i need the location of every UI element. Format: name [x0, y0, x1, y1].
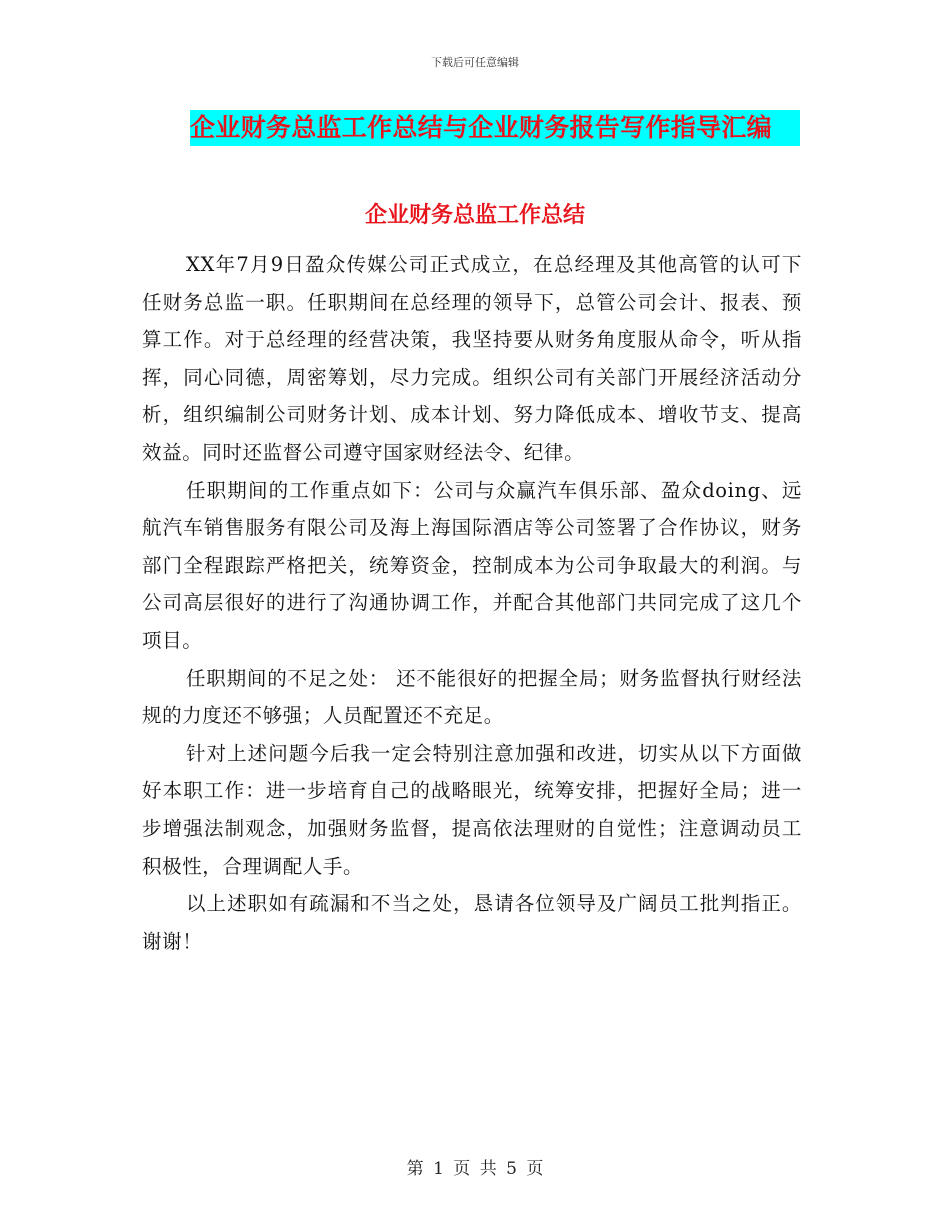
paragraph-key-work: 任职期间的工作重点如下：公司与众赢汽车俱乐部、盈众doing、远航汽车销售服务有限公司及海上海国际酒店等公司签署了合作协议，财务部门全程跟踪严格把关，统筹资金，控制成本为公司争取最大的利润。与公司高层很好的进行了沟通协调工作，并配合其他部门共同完成了这几个项目。 — [142, 478, 802, 652]
section-title: 企业财务总监工作总结 — [364, 202, 585, 228]
page-header-note: 下载后可任意编辑 — [431, 56, 519, 69]
document-body — [142, 246, 802, 960]
paragraph-closing: 以上述职如有疏漏和不当之处，恳请各位领导及广阔员工批判指正。谢谢！ — [142, 892, 802, 953]
document-title-highlight — [190, 110, 800, 146]
document-title: 企业财务总监工作总结与企业财务报告写作指导汇编 — [190, 113, 772, 142]
page-number-footer: 第 1 页 共 5 页 — [406, 1159, 544, 1179]
paragraph-intro: XX年7月9日盈众传媒公司正式成立，在总经理及其他高管的认可下任财务总监一职。任职期间在总经理的领导下，总管公司会计、报表、预算工作。对于总经理的经营决策，我坚持要从财务角度服从命令，听从指挥，同心同德，周密筹划，尽力完成。组织公司有关部门开展经济活动分析，组织编制公司财务计划、成本计划、努力降低成本、增收节支、提高效益。同时还监督公司遵守国家财经法令、纪律。 — [142, 253, 802, 464]
paragraph-shortcomings: 任职期间的不足之处： 还不能很好的把握全局；财务监督执行财经法规的力度还不够强；人员配置还不充足。 — [142, 666, 802, 728]
paragraph-improvements: 针对上述问题今后我一定会特别注意加强和改进，切实从以下方面做好本职工作：进一步培育自己的战略眼光，统筹安排，把握好全局；进一步增强法制观念，加强财务监督，提高依法理财的自觉性；注意调动员工积极性，合理调配人手。 — [142, 741, 802, 878]
